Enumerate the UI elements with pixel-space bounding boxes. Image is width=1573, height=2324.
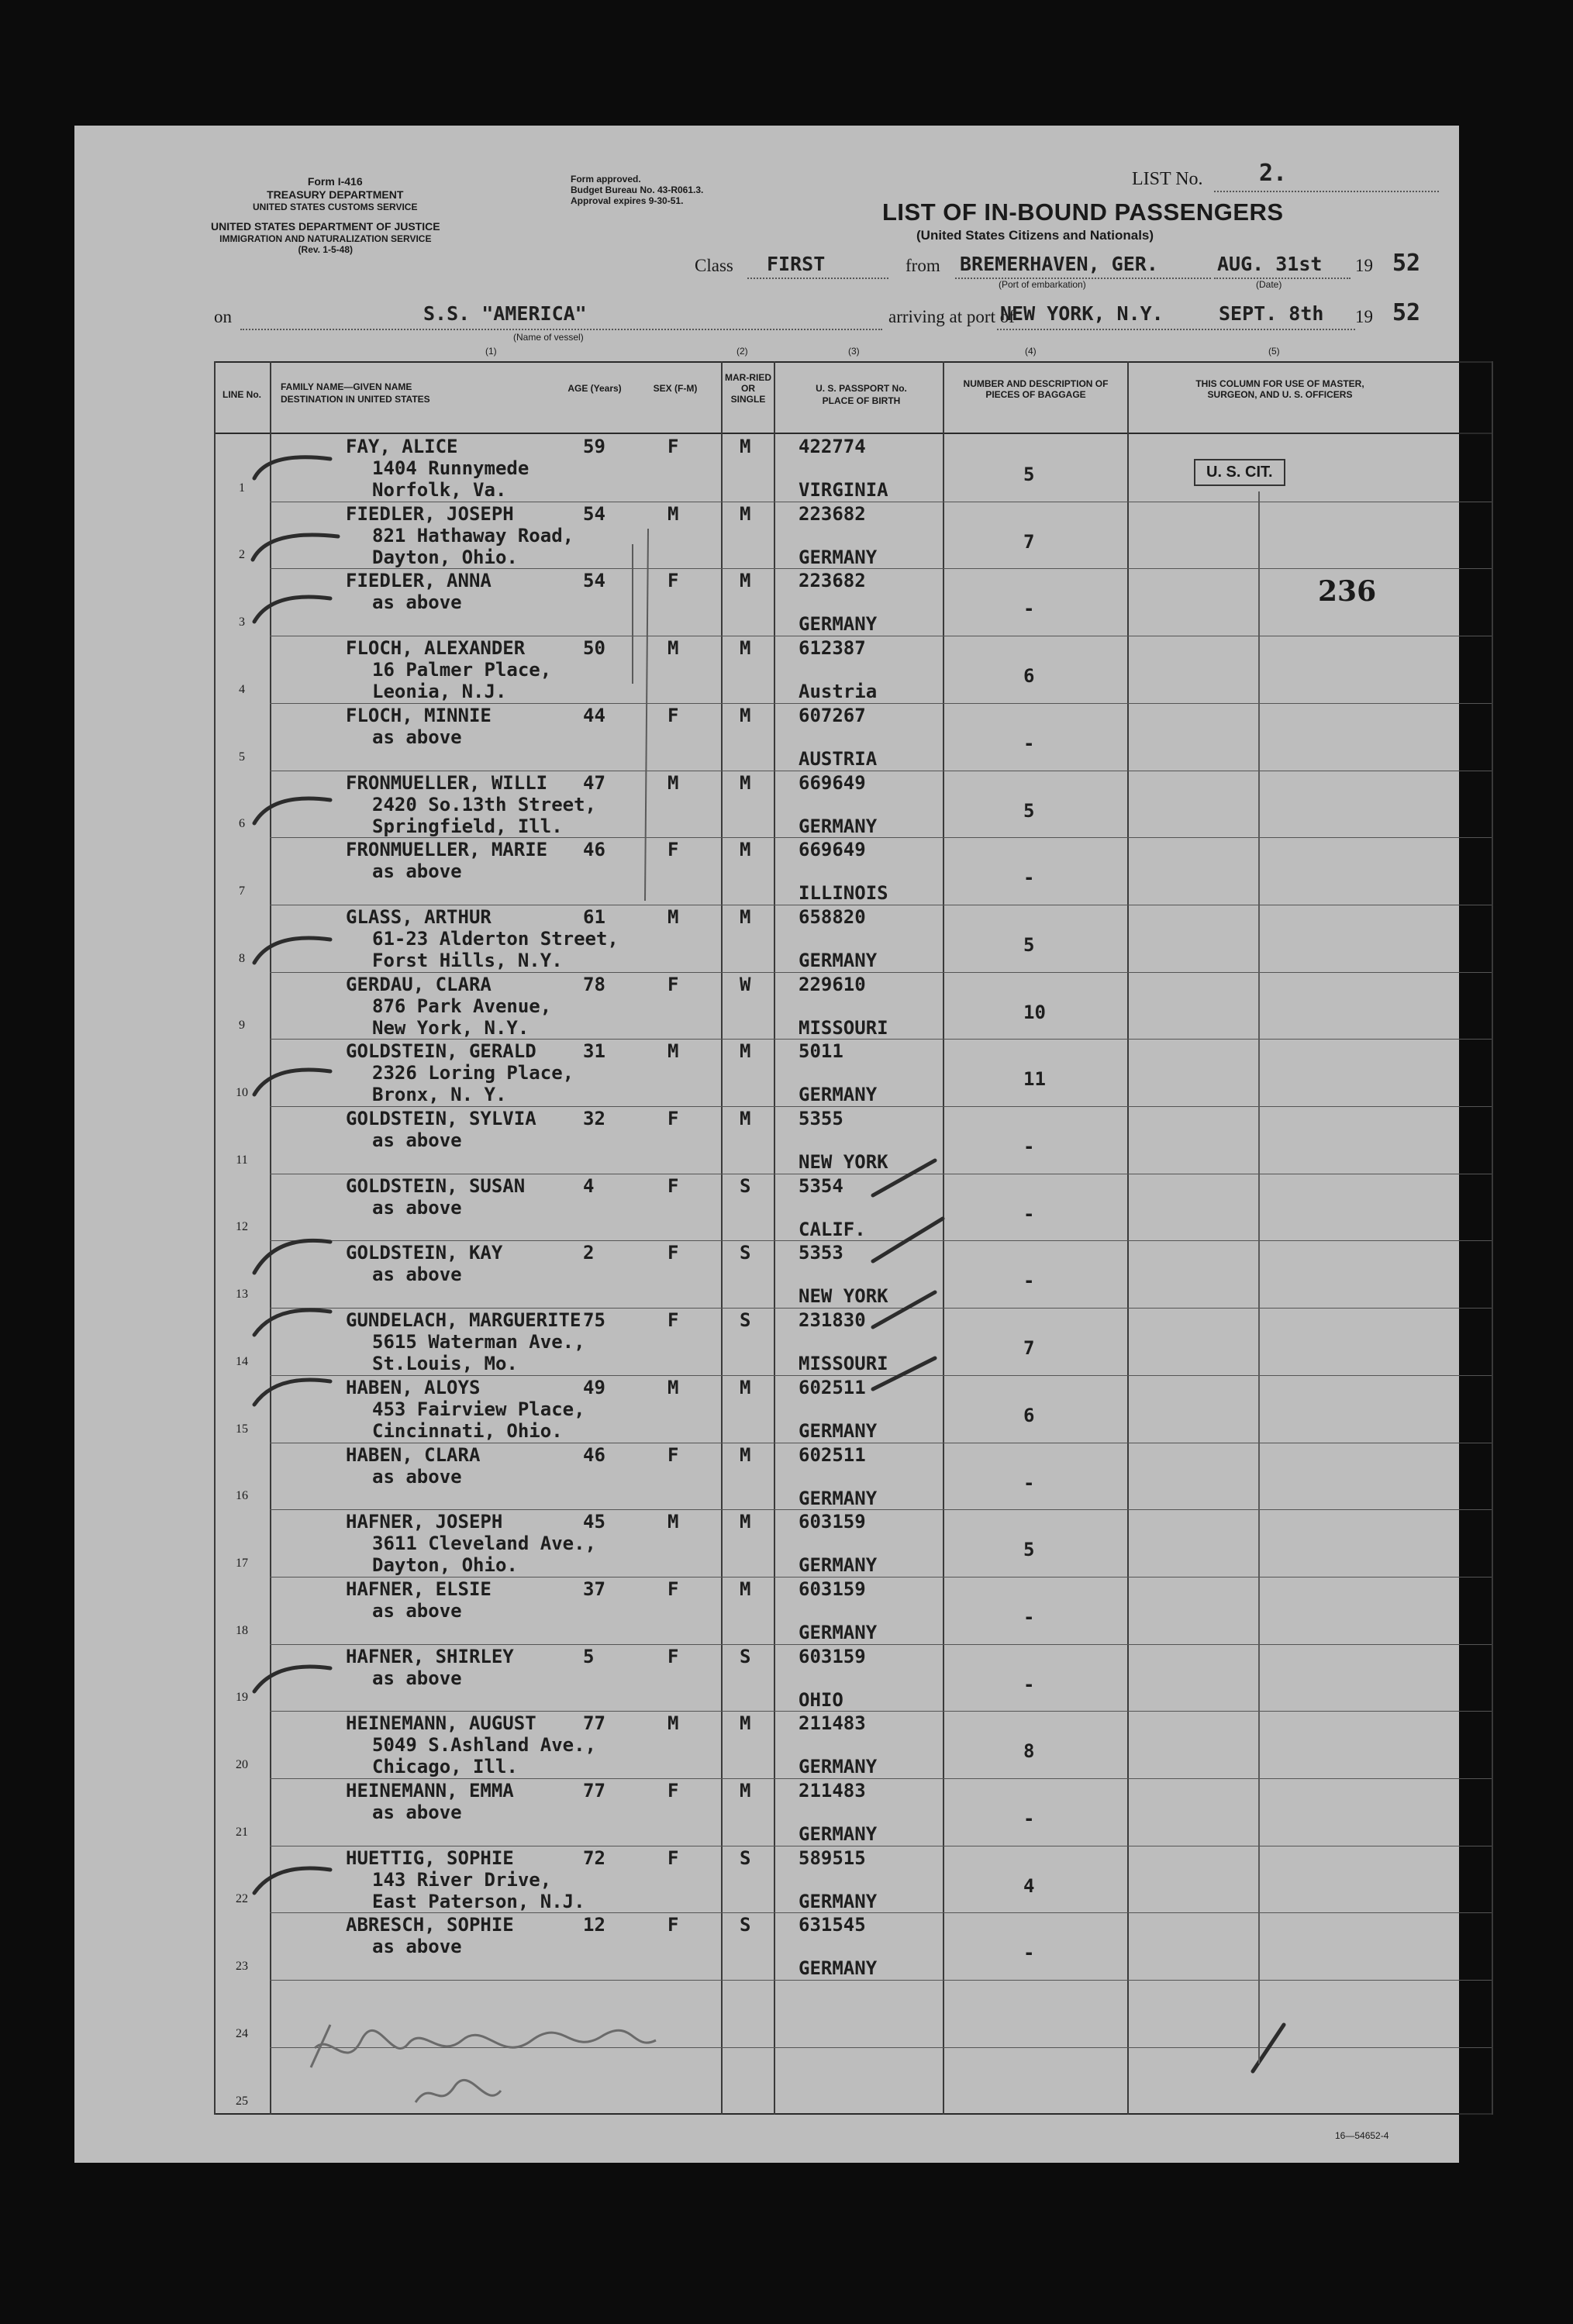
passenger-name: FRONMUELLER, MARIE bbox=[346, 839, 548, 860]
arrival-date: SEPT. 8th bbox=[1219, 302, 1324, 325]
passenger-age: 44 bbox=[583, 705, 605, 726]
passenger-birthplace: GERMANY bbox=[799, 815, 878, 837]
passenger-birthplace: GERMANY bbox=[799, 1957, 878, 1979]
passenger-name: FIEDLER, ANNA bbox=[346, 570, 492, 591]
passenger-address-2: Leonia, N.J. bbox=[372, 681, 507, 702]
passenger-age: 45 bbox=[583, 1511, 605, 1533]
passenger-sex: M bbox=[667, 1511, 679, 1533]
passenger-name: FLOCH, MINNIE bbox=[346, 705, 492, 726]
passenger-sex: F bbox=[667, 1175, 679, 1197]
passenger-name: FRONMUELLER, WILLI bbox=[346, 772, 548, 794]
signature bbox=[307, 2017, 664, 2122]
passenger-baggage: - bbox=[1023, 1942, 1035, 1964]
line-number: 19 bbox=[236, 1691, 248, 1704]
passenger-birthplace: GERMANY bbox=[799, 1823, 878, 1845]
passenger-passport: 422774 bbox=[799, 436, 866, 457]
passenger-sex: F bbox=[667, 705, 679, 726]
passenger-passport: 5011 bbox=[799, 1040, 843, 1062]
col-header-officers: THIS COLUMN FOR USE OF MASTER, SURGEON, AND U. S. OFFICERS bbox=[1195, 378, 1364, 400]
passenger-address-2: Forst Hills, N.Y. bbox=[372, 950, 563, 971]
passenger-sex: F bbox=[667, 1242, 679, 1264]
passenger-address-2: Norfolk, Va. bbox=[372, 479, 507, 501]
passenger-age: 2 bbox=[583, 1242, 595, 1264]
passenger-marital: M bbox=[740, 570, 751, 591]
passenger-address-1: as above bbox=[372, 1802, 462, 1823]
col-header-sex: SEX (F-M) bbox=[653, 383, 698, 394]
arrival-port: NEW YORK, N.Y. bbox=[1000, 302, 1164, 325]
passenger-age: 37 bbox=[583, 1578, 605, 1600]
passenger-baggage: - bbox=[1023, 733, 1035, 754]
passenger-marital: M bbox=[740, 1444, 751, 1466]
passenger-passport: 5354 bbox=[799, 1175, 843, 1197]
passenger-baggage: - bbox=[1023, 1270, 1035, 1291]
passenger-address-2: Chicago, Ill. bbox=[372, 1756, 518, 1777]
passenger-age: 5 bbox=[583, 1646, 595, 1667]
passenger-name: ABRESCH, SOPHIE bbox=[346, 1914, 514, 1936]
passenger-name: HAFNER, SHIRLEY bbox=[346, 1646, 514, 1667]
passenger-address-2: New York, N.Y. bbox=[372, 1017, 530, 1039]
passenger-marital: M bbox=[740, 1377, 751, 1398]
passenger-baggage: 7 bbox=[1023, 1337, 1035, 1359]
passenger-passport: 589515 bbox=[799, 1847, 866, 1869]
passenger-marital: S bbox=[740, 1646, 751, 1667]
passenger-birthplace: GERMANY bbox=[799, 613, 878, 635]
passenger-name: GERDAU, CLARA bbox=[346, 974, 492, 995]
row-separator bbox=[270, 837, 1492, 838]
passenger-address-1: as above bbox=[372, 1600, 462, 1622]
line-number: 20 bbox=[236, 1758, 248, 1771]
line-number: 3 bbox=[239, 615, 245, 629]
passenger-birthplace: VIRGINIA bbox=[799, 479, 888, 501]
passenger-address-2: Cincinnati, Ohio. bbox=[372, 1420, 563, 1442]
passenger-age: 77 bbox=[583, 1780, 605, 1802]
passenger-passport: 669649 bbox=[799, 772, 866, 794]
passenger-passport: 612387 bbox=[799, 637, 866, 659]
passenger-sex: F bbox=[667, 1108, 679, 1129]
row-separator bbox=[270, 703, 1492, 704]
passenger-birthplace: MISSOURI bbox=[799, 1353, 888, 1374]
class-value: FIRST bbox=[767, 253, 826, 275]
passenger-address-1: 876 Park Avenue, bbox=[372, 995, 552, 1017]
passenger-passport: 603159 bbox=[799, 1646, 866, 1667]
col-num-3: (3) bbox=[848, 346, 860, 357]
justice-block bbox=[211, 220, 440, 255]
form-approved: Form approved. bbox=[571, 174, 641, 184]
passenger-address-1: 5615 Waterman Ave., bbox=[372, 1331, 585, 1353]
passenger-baggage: 6 bbox=[1023, 665, 1035, 687]
passenger-name: HEINEMANN, EMMA bbox=[346, 1780, 514, 1802]
passenger-address-1: as above bbox=[372, 1667, 462, 1689]
port-caption: (Port of embarkation) bbox=[999, 279, 1086, 290]
arrival-year: 52 bbox=[1392, 299, 1421, 326]
passenger-sex: M bbox=[667, 637, 679, 659]
passenger-name: HABEN, CLARA bbox=[346, 1444, 481, 1466]
passenger-age: 46 bbox=[583, 1444, 605, 1466]
line-number: 25 bbox=[236, 2095, 248, 2108]
passenger-passport: 631545 bbox=[799, 1914, 866, 1936]
passenger-baggage: 7 bbox=[1023, 531, 1035, 553]
line-number: 9 bbox=[239, 1019, 245, 1032]
passenger-sex: M bbox=[667, 1377, 679, 1398]
passenger-passport: 602511 bbox=[799, 1377, 866, 1398]
passenger-birthplace: GERMANY bbox=[799, 547, 878, 568]
passenger-baggage: - bbox=[1023, 1606, 1035, 1628]
col-num-5: (5) bbox=[1268, 346, 1280, 357]
passenger-address-2: St.Louis, Mo. bbox=[372, 1353, 518, 1374]
passenger-passport: 669649 bbox=[799, 839, 866, 860]
passenger-passport: 211483 bbox=[799, 1712, 866, 1734]
passenger-name: HEINEMANN, AUGUST bbox=[346, 1712, 536, 1734]
passenger-sex: M bbox=[667, 772, 679, 794]
signature-drawing bbox=[307, 2017, 664, 2118]
passenger-name: GOLDSTEIN, SYLVIA bbox=[346, 1108, 536, 1129]
passenger-age: 72 bbox=[583, 1847, 605, 1869]
passenger-address-1: as above bbox=[372, 860, 462, 882]
passenger-passport: 5355 bbox=[799, 1108, 843, 1129]
passenger-age: 12 bbox=[583, 1914, 605, 1936]
passenger-birthplace: GERMANY bbox=[799, 1756, 878, 1777]
passenger-marital: M bbox=[740, 503, 751, 525]
year-prefix: 19 bbox=[1355, 256, 1373, 275]
signature-text bbox=[416, 2029, 421, 2030]
passenger-birthplace: GERMANY bbox=[799, 950, 878, 971]
page-title: LIST OF IN-BOUND PASSENGERS bbox=[882, 198, 1284, 226]
passenger-passport: 658820 bbox=[799, 906, 866, 928]
passenger-birthplace: GERMANY bbox=[799, 1420, 878, 1442]
passenger-age: 49 bbox=[583, 1377, 605, 1398]
line-number: 22 bbox=[236, 1892, 248, 1905]
line-number: 12 bbox=[236, 1220, 248, 1233]
passenger-baggage: 5 bbox=[1023, 464, 1035, 485]
passenger-marital: M bbox=[740, 637, 751, 659]
us-citizen-stamp: U. S. CIT. bbox=[1194, 459, 1285, 486]
passenger-name: GOLDSTEIN, KAY bbox=[346, 1242, 503, 1264]
passenger-marital: S bbox=[740, 1175, 751, 1197]
passenger-sex: M bbox=[667, 1712, 679, 1734]
revision: (Rev. 1-5-48) bbox=[298, 244, 354, 255]
approval-block bbox=[571, 174, 703, 206]
passenger-address-2: East Paterson, N.J. bbox=[372, 1891, 585, 1912]
ins-service: IMMIGRATION AND NATURALIZATION SERVICE bbox=[219, 233, 432, 244]
passenger-birthplace: ILLINOIS bbox=[799, 882, 888, 904]
passenger-birthplace: CALIF. bbox=[799, 1219, 866, 1240]
passenger-address-1: 1404 Runnymede bbox=[372, 457, 530, 479]
row-separator bbox=[270, 1912, 1492, 1913]
passenger-passport: 5353 bbox=[799, 1242, 843, 1264]
col-header-married: MAR-RIED OR SINGLE bbox=[725, 372, 771, 405]
passenger-birthplace: NEW YORK bbox=[799, 1285, 888, 1307]
passenger-passport: 602511 bbox=[799, 1444, 866, 1466]
passenger-baggage: 11 bbox=[1023, 1068, 1046, 1090]
passenger-name: GLASS, ARTHUR bbox=[346, 906, 492, 928]
passenger-birthplace: Austria bbox=[799, 681, 878, 702]
passenger-address-1: 61-23 Alderton Street, bbox=[372, 928, 619, 950]
passenger-baggage: 4 bbox=[1023, 1875, 1035, 1897]
passenger-birthplace: GERMANY bbox=[799, 1488, 878, 1509]
line-number: 7 bbox=[239, 884, 245, 898]
line-number: 11 bbox=[236, 1153, 248, 1167]
passenger-age: 59 bbox=[583, 436, 605, 457]
passenger-sex: F bbox=[667, 1914, 679, 1936]
passenger-birthplace: GERMANY bbox=[799, 1622, 878, 1643]
line-number: 5 bbox=[239, 750, 245, 764]
col-num-4: (4) bbox=[1025, 346, 1037, 357]
vessel-caption: (Name of vessel) bbox=[513, 332, 584, 343]
passenger-name: GUNDELACH, MARGUERITE bbox=[346, 1309, 581, 1331]
from-label: from bbox=[906, 256, 940, 275]
passenger-marital: M bbox=[740, 906, 751, 928]
pencil-marks bbox=[74, 126, 1459, 2163]
col-num-2: (2) bbox=[736, 346, 748, 357]
footer-code: 16—54652-4 bbox=[1335, 2130, 1389, 2141]
passenger-sex: F bbox=[667, 1578, 679, 1600]
manifest-sheet bbox=[74, 126, 1459, 2163]
passenger-baggage: 5 bbox=[1023, 800, 1035, 822]
passenger-sex: F bbox=[667, 570, 679, 591]
passenger-address-1: 3611 Cleveland Ave., bbox=[372, 1533, 596, 1554]
passenger-age: 31 bbox=[583, 1040, 605, 1062]
line-number: 8 bbox=[239, 952, 245, 965]
row-separator bbox=[270, 1980, 1492, 1981]
passenger-baggage: - bbox=[1023, 598, 1035, 619]
budget-bureau: Budget Bureau No. 43-R061.3. bbox=[571, 184, 704, 195]
passenger-marital: M bbox=[740, 436, 751, 457]
passenger-age: 4 bbox=[583, 1175, 595, 1197]
treasury-dept: TREASURY DEPARTMENT bbox=[267, 188, 404, 201]
passenger-baggage: 5 bbox=[1023, 934, 1035, 956]
passenger-age: 78 bbox=[583, 974, 605, 995]
passenger-baggage: - bbox=[1023, 1136, 1035, 1157]
passenger-address-1: 821 Hathaway Road, bbox=[372, 525, 574, 547]
row-separator bbox=[270, 1308, 1492, 1309]
passenger-baggage: 10 bbox=[1023, 1002, 1046, 1023]
passenger-baggage: - bbox=[1023, 1808, 1035, 1829]
passenger-marital: M bbox=[740, 772, 751, 794]
row-separator bbox=[270, 1509, 1492, 1510]
row-separator bbox=[270, 1039, 1492, 1040]
passenger-age: 54 bbox=[583, 503, 605, 525]
arriving-label: arriving at port of bbox=[888, 307, 1015, 326]
col-header-baggage: NUMBER AND DESCRIPTION OF PIECES OF BAGGAGE bbox=[963, 378, 1109, 400]
line-number: 23 bbox=[236, 1960, 248, 1973]
passenger-marital: S bbox=[740, 1914, 751, 1936]
passenger-age: 54 bbox=[583, 570, 605, 591]
passenger-name: HAFNER, JOSEPH bbox=[346, 1511, 503, 1533]
passenger-marital: M bbox=[740, 839, 751, 860]
passenger-sex: M bbox=[667, 503, 679, 525]
row-separator bbox=[270, 1106, 1492, 1107]
passenger-marital: S bbox=[740, 1242, 751, 1264]
justice-dept: UNITED STATES DEPARTMENT OF JUSTICE bbox=[211, 220, 440, 233]
passenger-age: 61 bbox=[583, 906, 605, 928]
customs-service: UNITED STATES CUSTOMS SERVICE bbox=[253, 202, 418, 212]
passenger-address-1: as above bbox=[372, 591, 462, 613]
passenger-sex: F bbox=[667, 1309, 679, 1331]
passenger-name: FIEDLER, JOSEPH bbox=[346, 503, 514, 525]
col-header-destination: DESTINATION IN UNITED STATES bbox=[281, 394, 430, 405]
col-header-line-no: LINE No. bbox=[222, 389, 261, 400]
passenger-birthplace: GERMANY bbox=[799, 1554, 878, 1576]
passenger-passport: 223682 bbox=[799, 570, 866, 591]
embark-date: AUG. 31st bbox=[1217, 253, 1323, 275]
passenger-address-2: Bronx, N. Y. bbox=[372, 1084, 507, 1105]
passenger-name: FLOCH, ALEXANDER bbox=[346, 637, 526, 659]
approval-expires: Approval expires 9-30-51. bbox=[571, 195, 684, 206]
date-caption: (Date) bbox=[1256, 279, 1282, 290]
passenger-sex: F bbox=[667, 436, 679, 457]
row-separator bbox=[270, 568, 1492, 569]
passenger-sex: F bbox=[667, 839, 679, 860]
passenger-sex: F bbox=[667, 1444, 679, 1466]
passenger-address-1: 2326 Loring Place, bbox=[372, 1062, 574, 1084]
passenger-marital: W bbox=[740, 974, 751, 995]
passenger-marital: M bbox=[740, 1578, 751, 1600]
passenger-address-1: as above bbox=[372, 726, 462, 748]
passenger-age: 75 bbox=[583, 1309, 605, 1331]
col-header-age: AGE (Years) bbox=[567, 383, 622, 394]
passenger-marital: M bbox=[740, 1108, 751, 1129]
passenger-sex: F bbox=[667, 1646, 679, 1667]
passenger-address-1: as above bbox=[372, 1936, 462, 1957]
passenger-age: 50 bbox=[583, 637, 605, 659]
passenger-marital: S bbox=[740, 1309, 751, 1331]
passenger-passport: 603159 bbox=[799, 1511, 866, 1533]
line-number: 24 bbox=[236, 2027, 248, 2040]
passenger-age: 46 bbox=[583, 839, 605, 860]
line-number: 6 bbox=[239, 817, 245, 830]
line-number: 16 bbox=[236, 1489, 248, 1502]
passenger-marital: M bbox=[740, 1780, 751, 1802]
col-header-passport: U. S. PASSPORT No. bbox=[816, 383, 907, 394]
col-header-birth: PLACE OF BIRTH bbox=[822, 395, 901, 406]
passenger-baggage: - bbox=[1023, 1472, 1035, 1494]
passenger-baggage: - bbox=[1023, 867, 1035, 888]
line-number: 13 bbox=[236, 1288, 248, 1301]
class-label: Class bbox=[695, 256, 733, 275]
col-header-name: FAMILY NAME—GIVEN NAME bbox=[281, 381, 412, 392]
row-separator bbox=[270, 1778, 1492, 1779]
passenger-address-2: Dayton, Ohio. bbox=[372, 1554, 518, 1576]
passenger-name: GOLDSTEIN, GERALD bbox=[346, 1040, 536, 1062]
passenger-birthplace: GERMANY bbox=[799, 1084, 878, 1105]
passenger-address-1: 143 River Drive, bbox=[372, 1869, 552, 1891]
passenger-sex: F bbox=[667, 974, 679, 995]
line-number: 2 bbox=[239, 548, 245, 561]
passenger-birthplace: OHIO bbox=[799, 1689, 843, 1711]
embark-port: BREMERHAVEN, GER. bbox=[960, 253, 1158, 275]
passenger-passport: 603159 bbox=[799, 1578, 866, 1600]
form-number: Form I-416 bbox=[307, 175, 363, 188]
passenger-name: HAFNER, ELSIE bbox=[346, 1578, 492, 1600]
passenger-name: HUETTIG, SOPHIE bbox=[346, 1847, 514, 1869]
row-separator bbox=[270, 1711, 1492, 1712]
passenger-baggage: - bbox=[1023, 1203, 1035, 1225]
passenger-marital: M bbox=[740, 1511, 751, 1533]
passenger-sex: M bbox=[667, 906, 679, 928]
embark-year: 52 bbox=[1392, 250, 1421, 277]
passenger-address-1: 2420 So.13th Street, bbox=[372, 794, 596, 815]
arrival-year-prefix: 19 bbox=[1355, 307, 1373, 326]
passenger-marital: M bbox=[740, 1040, 751, 1062]
vessel-name: S.S. "AMERICA" bbox=[423, 302, 587, 325]
passenger-marital: M bbox=[740, 705, 751, 726]
line-number: 17 bbox=[236, 1557, 248, 1570]
passenger-sex: F bbox=[667, 1847, 679, 1869]
passenger-name: HABEN, ALOYS bbox=[346, 1377, 481, 1398]
passenger-name: FAY, ALICE bbox=[346, 436, 458, 457]
list-number: 2. bbox=[1259, 160, 1288, 187]
line-number: 15 bbox=[236, 1422, 248, 1436]
passenger-marital: M bbox=[740, 1712, 751, 1734]
row-separator bbox=[270, 1240, 1492, 1241]
col-num-1: (1) bbox=[485, 346, 497, 357]
passenger-birthplace: NEW YORK bbox=[799, 1151, 888, 1173]
passenger-age: 32 bbox=[583, 1108, 605, 1129]
line-number: 1 bbox=[239, 481, 245, 495]
passenger-passport: 229610 bbox=[799, 974, 866, 995]
passenger-baggage: - bbox=[1023, 1674, 1035, 1695]
row-separator bbox=[270, 1644, 1492, 1645]
line-number: 21 bbox=[236, 1826, 248, 1839]
on-label: on bbox=[214, 307, 232, 326]
passenger-name: GOLDSTEIN, SUSAN bbox=[346, 1175, 526, 1197]
passenger-address-1: as above bbox=[372, 1264, 462, 1285]
passenger-passport: 211483 bbox=[799, 1780, 866, 1802]
passenger-address-1: as above bbox=[372, 1197, 462, 1219]
page-subtitle: (United States Citizens and Nationals) bbox=[916, 228, 1154, 243]
passenger-baggage: 5 bbox=[1023, 1539, 1035, 1560]
passenger-birthplace: AUSTRIA bbox=[799, 748, 878, 770]
passenger-address-1: as above bbox=[372, 1129, 462, 1151]
passenger-address-2: Springfield, Ill. bbox=[372, 815, 563, 837]
passenger-passport: 231830 bbox=[799, 1309, 866, 1331]
line-number: 18 bbox=[236, 1624, 248, 1637]
line-number: 4 bbox=[239, 683, 245, 696]
passenger-address-1: 453 Fairview Place, bbox=[372, 1398, 585, 1420]
passenger-birthplace: GERMANY bbox=[799, 1891, 878, 1912]
passenger-address-1: 16 Palmer Place, bbox=[372, 659, 552, 681]
passenger-address-1: 5049 S.Ashland Ave., bbox=[372, 1734, 596, 1756]
passenger-marital: S bbox=[740, 1847, 751, 1869]
passenger-age: 77 bbox=[583, 1712, 605, 1734]
form-id-block bbox=[253, 175, 417, 212]
passenger-passport: 607267 bbox=[799, 705, 866, 726]
passenger-baggage: 8 bbox=[1023, 1740, 1035, 1762]
list-label: LIST No. bbox=[1132, 169, 1203, 189]
passenger-address-1: as above bbox=[372, 1466, 462, 1488]
row-separator bbox=[270, 1375, 1492, 1376]
passenger-sex: M bbox=[667, 1040, 679, 1062]
passenger-passport: 223682 bbox=[799, 503, 866, 525]
line-number: 10 bbox=[236, 1086, 248, 1099]
handwritten-number: 236 bbox=[1318, 575, 1377, 608]
passenger-baggage: 6 bbox=[1023, 1405, 1035, 1426]
passenger-birthplace: MISSOURI bbox=[799, 1017, 888, 1039]
passenger-sex: F bbox=[667, 1780, 679, 1802]
row-separator bbox=[270, 972, 1492, 973]
line-number: 14 bbox=[236, 1355, 248, 1368]
passenger-address-2: Dayton, Ohio. bbox=[372, 547, 518, 568]
passenger-age: 47 bbox=[583, 772, 605, 794]
